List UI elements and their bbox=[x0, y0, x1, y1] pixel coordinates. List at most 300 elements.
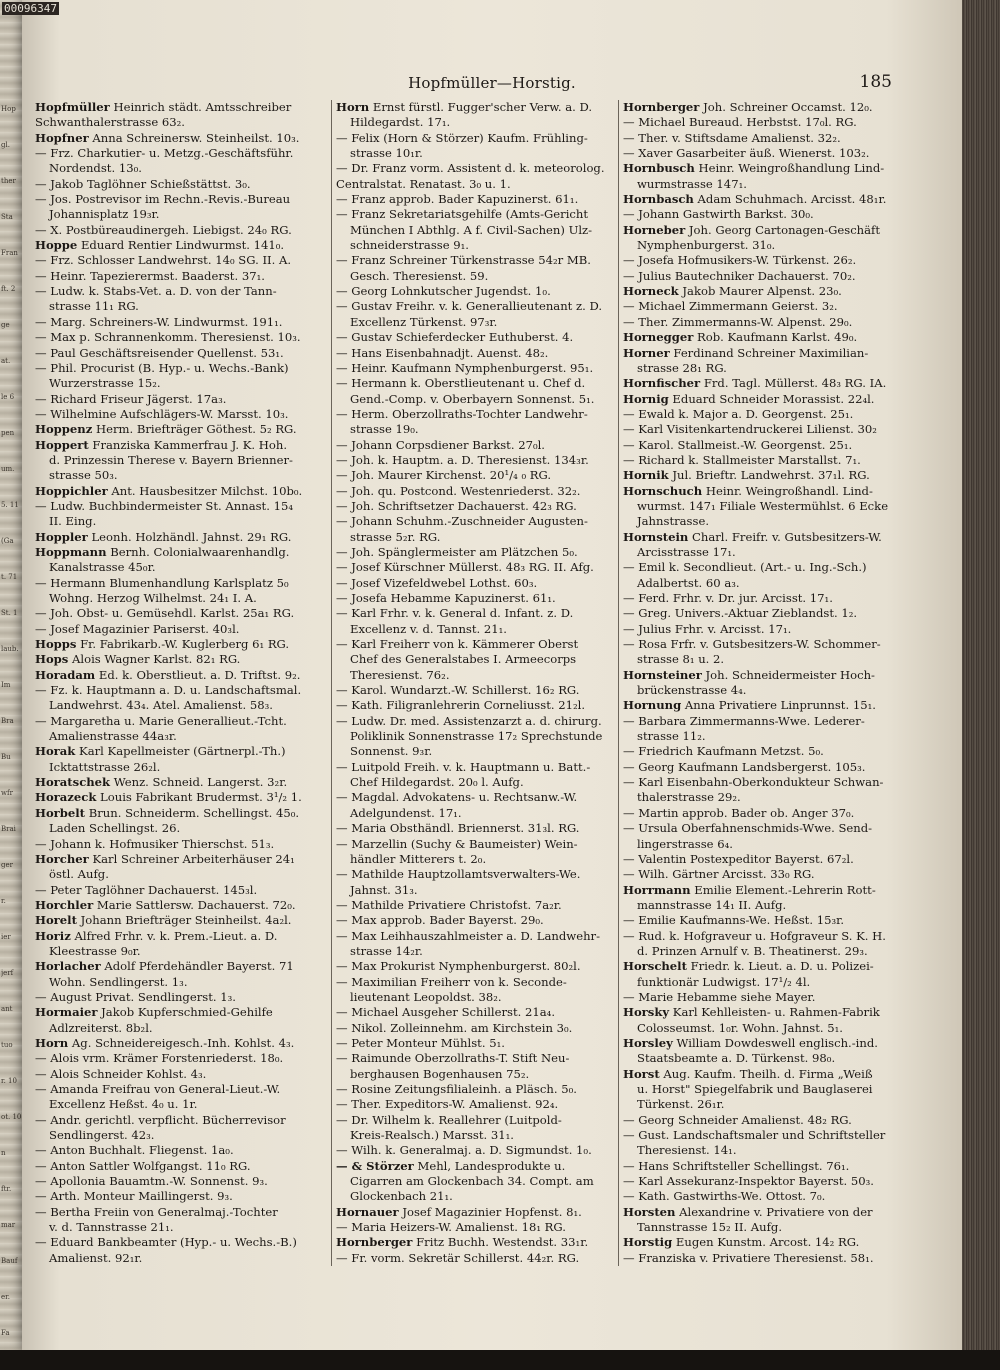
entry-text: Centralstat. Renatast. 3₀ u. 1. bbox=[336, 176, 511, 191]
entry-text: Joh. Schneidermeister Hoch- bbox=[701, 667, 875, 682]
entry-text: Ed. k. Oberstlieut. a. D. Triftst. 9₂. bbox=[95, 667, 301, 682]
entry-text: Icktattstrasse 26₂l. bbox=[49, 759, 161, 774]
directory-entry-line bbox=[35, 330, 323, 345]
entry-text: — Ludw. Buchbindermeister St. Annast. 15₄ bbox=[35, 498, 293, 513]
surname-headword: Horadam bbox=[35, 667, 96, 682]
directory-entry-line bbox=[35, 975, 323, 990]
directory-entry-line bbox=[35, 883, 323, 898]
directory-entry-line bbox=[336, 560, 628, 575]
adjacent-page-fragment: Hop bbox=[1, 105, 16, 113]
entry-text: — Xaver Gasarbeiter äuß. Wienerst. 103₂. bbox=[623, 146, 870, 161]
entry-text: Wenz. Schneid. Langerst. 3₂r. bbox=[110, 775, 288, 790]
entry-text: Joh. Schreiner Occamst. 12₀. bbox=[699, 100, 873, 114]
entry-text: berghausen Bogenhausen 75₂. bbox=[350, 1066, 530, 1081]
adjacent-page-fragment: mar bbox=[1, 1221, 16, 1229]
directory-entry-line bbox=[35, 1097, 323, 1112]
surname-headword: Hoppichler bbox=[35, 483, 108, 498]
directory-entry-line bbox=[623, 821, 911, 836]
directory-entry-headword-line bbox=[623, 346, 911, 361]
directory-entry-line bbox=[336, 652, 628, 667]
entry-text: Anna Privatiere Linprunnst. 15₁. bbox=[681, 698, 876, 713]
directory-entry-line bbox=[336, 392, 628, 407]
entry-text: — Paul Geschäftsreisender Quellenst. 53₁. bbox=[35, 345, 284, 360]
directory-entry-headword-line bbox=[35, 929, 323, 944]
adjacent-page-fragment: er. bbox=[1, 1293, 10, 1301]
directory-entry-line bbox=[336, 775, 628, 790]
entry-text: lingerstrasse 6₄. bbox=[637, 836, 733, 851]
adjacent-page-fragment: St. 1 bbox=[1, 609, 18, 617]
directory-entry-line bbox=[336, 1251, 628, 1266]
adjacent-page-fragment: ger bbox=[1, 861, 13, 869]
running-head: Hopfmüller—Horstig. bbox=[408, 74, 576, 92]
directory-entry-line bbox=[623, 1051, 911, 1066]
directory-entry-headword-line bbox=[35, 238, 323, 253]
directory-entry-line bbox=[35, 760, 323, 775]
directory-entry-line bbox=[623, 913, 911, 928]
entry-text: — Amanda Freifrau von General-Lieut.-W. bbox=[35, 1082, 281, 1096]
entry-text: — Arth. Monteur Maillingerst. 9₃. bbox=[35, 1189, 233, 1204]
directory-entry-headword-line bbox=[35, 744, 323, 759]
entry-text: Johann Briefträger Steinheilst. 4a₂l. bbox=[76, 913, 292, 928]
entry-text: Frd. Tagl. Müllerst. 48₃ RG. IA. bbox=[700, 376, 887, 391]
directory-entry-line bbox=[336, 131, 628, 146]
directory-entry-line bbox=[623, 146, 911, 161]
entry-text: — Nikol. Zolleinnehm. am Kirchstein 3₀. bbox=[336, 1020, 573, 1035]
surname-headword: Hornauer bbox=[336, 1204, 399, 1219]
entry-text: — Karol. Wundarzt.-W. Schillerst. 16₂ RG. bbox=[336, 683, 580, 698]
entry-text: — Franziska v. Privatiere Theresienst. 58₁. bbox=[623, 1250, 874, 1265]
directory-entry-line bbox=[623, 1143, 911, 1158]
directory-entry-line bbox=[336, 1082, 628, 1097]
entry-text: — Julius Frhr. v. Arcisst. 17₁. bbox=[623, 621, 792, 636]
entry-text: Franziska Kammerfrau J. K. Hoh. bbox=[88, 437, 288, 452]
directory-entry-line bbox=[336, 177, 628, 192]
directory-entry-line bbox=[35, 146, 323, 161]
directory-entry-line bbox=[35, 177, 323, 192]
entry-text: Bernh. Colonialwaarenhandlg. bbox=[106, 544, 290, 559]
directory-entry-line bbox=[35, 729, 323, 744]
entry-text: — August Privat. Sendlingerst. 1₃. bbox=[35, 989, 236, 1004]
surname-headword: Hoppe bbox=[35, 238, 78, 253]
directory-entry-line bbox=[336, 698, 628, 713]
entry-text: Gend.-Comp. v. Oberbayern Sonnenst. 5₁. bbox=[350, 391, 595, 406]
entry-text: d. Prinzen Arnulf v. B. Theatinerst. 29₃. bbox=[637, 943, 868, 958]
surname-headword: Horelt bbox=[35, 913, 77, 928]
directory-entry-line bbox=[623, 790, 911, 805]
entry-text: Jahnst. 31₃. bbox=[350, 882, 418, 897]
directory-entry-line bbox=[336, 944, 628, 959]
directory-entry-line bbox=[35, 376, 323, 391]
entry-text: — Marie Hebamme siehe Mayer. bbox=[623, 989, 816, 1004]
entry-text: — Martin approb. Bader ob. Anger 37₀. bbox=[623, 805, 855, 820]
entry-text: — Anton Buchhalt. Fliegenst. 1a₀. bbox=[35, 1143, 234, 1158]
directory-entry-line bbox=[623, 591, 911, 606]
column-1 bbox=[35, 100, 323, 1266]
directory-entry-line bbox=[336, 269, 628, 284]
directory-entry-line bbox=[336, 161, 628, 176]
adjacent-page-fragment: at. bbox=[1, 357, 11, 365]
surname-headword: Horsten bbox=[623, 1204, 676, 1219]
entry-text: — Frz. Charkutier- u. Metzg.-Geschäftsführ. bbox=[35, 146, 294, 161]
entry-text: — Ewald k. Major a. D. Georgenst. 25₁. bbox=[623, 406, 854, 421]
entry-text: Eugen Kunstm. Arcost. 14₂ RG. bbox=[672, 1235, 860, 1250]
entry-text: — Dr. Wilhelm k. Reallehrer (Luitpold- bbox=[336, 1112, 562, 1127]
directory-entry-line bbox=[623, 499, 911, 514]
directory-entry-line bbox=[35, 714, 323, 729]
entry-text: — Ludw. k. Stabs-Vet. a. D. von der Tann- bbox=[35, 284, 277, 299]
entry-text: II. Eing. bbox=[49, 514, 97, 529]
directory-entry-line bbox=[336, 883, 628, 898]
entry-text: — Greg. Univers.-Aktuar Zieblandst. 1₂. bbox=[623, 606, 858, 621]
directory-entry-line bbox=[35, 1251, 323, 1266]
entry-text: Kanalstrasse 45₀r. bbox=[49, 560, 156, 575]
directory-entry-line bbox=[623, 177, 911, 192]
surname-headword: Horlacher bbox=[35, 959, 101, 974]
directory-entry-line bbox=[35, 867, 323, 882]
directory-entry-headword-line bbox=[623, 484, 911, 499]
directory-entry-line bbox=[623, 576, 911, 591]
surname-headword: Hoppmann bbox=[35, 544, 107, 559]
entry-text: funktionär Ludwigst. 17¹/₂ 4l. bbox=[637, 974, 811, 989]
entry-text: Theresienst. 76₂. bbox=[350, 667, 450, 682]
entry-text: Chef Hildegardst. 20₀ l. Aufg. bbox=[350, 775, 524, 790]
directory-entry-line bbox=[623, 683, 911, 698]
directory-entry-line bbox=[336, 1189, 628, 1204]
directory-entry-headword-line bbox=[35, 652, 323, 667]
entry-text: strasse 50₃. bbox=[49, 468, 118, 483]
entry-text: Colosseumst. 1₀r. Wohn. Jahnst. 5₁. bbox=[637, 1020, 843, 1035]
surname-headword: Horak bbox=[35, 744, 76, 759]
entry-text: Wurzerstrasse 15₂. bbox=[49, 376, 161, 391]
directory-entry-headword-line bbox=[623, 223, 911, 238]
entry-text: — Max approb. Bader Bayerst. 29₀. bbox=[336, 913, 544, 928]
directory-entry-line bbox=[623, 1159, 911, 1174]
adjacent-page-fragment: ant bbox=[1, 1005, 13, 1013]
entry-text: — Wilhelmine Aufschlägers-W. Marsst. 10₃. bbox=[35, 406, 289, 421]
directory-entry-line bbox=[336, 606, 628, 621]
entry-text: — Hermann k. Oberstlieutenant u. Chef d. bbox=[336, 376, 586, 391]
entry-text: — Max Leihhauszahlmeister a. D. Landwehr- bbox=[336, 928, 601, 943]
directory-entry-line bbox=[336, 238, 628, 253]
directory-entry-line bbox=[336, 1143, 628, 1158]
entry-text: thalerstrasse 29₂. bbox=[637, 790, 741, 805]
entry-text: Wohn. Sendlingerst. 1₃. bbox=[49, 974, 188, 989]
entry-text: — Wilh. k. Generalmaj. a. D. Sigmundst. 1₀. bbox=[336, 1143, 592, 1158]
entry-text: Kleestrasse 9₀r. bbox=[49, 943, 141, 958]
entry-text: — Fz. k. Hauptmann a. D. u. Landschaftsmal. bbox=[35, 683, 302, 698]
entry-text: Anna Schreinersw. Steinheilst. 10₃. bbox=[88, 130, 300, 145]
directory-entry-line bbox=[35, 115, 323, 130]
entry-text: strasse 5₂r. RG. bbox=[350, 529, 441, 544]
directory-entry-line bbox=[35, 192, 323, 207]
directory-entry-line bbox=[35, 407, 323, 422]
directory-entry-line bbox=[623, 1189, 911, 1204]
directory-entry-line bbox=[623, 806, 911, 821]
directory-entry-line bbox=[623, 852, 911, 867]
directory-entry-line bbox=[623, 652, 911, 667]
entry-text: Amalienst. 92₁r. bbox=[49, 1250, 143, 1265]
entry-text: — Johann Corpsdiener Barkst. 27₀l. bbox=[336, 437, 545, 452]
entry-text: Adlzreiterst. 8b₂l. bbox=[49, 1020, 153, 1035]
entry-text: — Johann k. Hofmusiker Thierschst. 51₃. bbox=[35, 836, 275, 851]
entry-text: Mehl, Landesprodukte u. bbox=[413, 1158, 566, 1173]
directory-entry-line bbox=[623, 1174, 911, 1189]
entry-text: — Bertha Freiin von Generalmaj.-Tochter bbox=[35, 1204, 278, 1219]
directory-entry-line bbox=[336, 484, 628, 499]
directory-entry-line bbox=[35, 622, 323, 637]
entry-text: Hildegardst. 17₁. bbox=[350, 115, 451, 130]
directory-entry-line bbox=[336, 898, 628, 913]
entry-text: d. Prinzessin Therese v. Bayern Brienner- bbox=[49, 452, 293, 467]
entry-text: — Johann Gastwirth Barkst. 30₀. bbox=[623, 207, 814, 222]
surname-headword: Hornung bbox=[623, 698, 682, 713]
entry-text: strasse 19₀. bbox=[350, 422, 419, 437]
entry-text: — Hans Eisenbahnadjt. Auenst. 48₂. bbox=[336, 345, 549, 360]
directory-entry-line bbox=[336, 821, 628, 836]
entry-text: wurmst. 147₁ Filiale Westermühlst. 6 Ecke bbox=[637, 498, 889, 513]
adjacent-page-fragment: wfr bbox=[1, 789, 13, 797]
entry-text: Charl. Freifr. v. Gutsbesitzers-W. bbox=[688, 529, 882, 544]
surname-headword: Hornstein bbox=[623, 529, 689, 544]
directory-entry-line bbox=[35, 591, 323, 606]
surname-headword: Hornbusch bbox=[623, 161, 695, 176]
surname-headword: Horstig bbox=[623, 1235, 673, 1250]
adjacent-page-fragment: Sta bbox=[1, 213, 13, 221]
scan-bottom-edge bbox=[0, 1350, 1000, 1370]
entry-text: Arcisstrasse 17₁. bbox=[637, 544, 736, 559]
directory-entry-headword-line bbox=[35, 668, 323, 683]
adjacent-page-fragment: ge bbox=[1, 321, 10, 329]
directory-entry-line bbox=[35, 1205, 323, 1220]
entry-text: strasse 11₁ RG. bbox=[49, 299, 139, 314]
entry-text: — Gust. Landschaftsmaler und Schriftsteller bbox=[623, 1128, 886, 1143]
entry-text: Sonnenst. 9₃r. bbox=[350, 744, 433, 759]
entry-text: Alexandrine v. Privatiere von der bbox=[675, 1204, 873, 1219]
entry-text: — Rosine Zeitungsfilialeinh. a Pläsch. 5₀. bbox=[336, 1082, 577, 1096]
directory-entry-line bbox=[35, 821, 323, 836]
entry-text: — Ferd. Frhr. v. Dr. jur. Arcisst. 17₁. bbox=[623, 591, 833, 605]
entry-text: — X. Postbüreaudinergeh. Liebigst. 24₀ RG. bbox=[35, 222, 292, 237]
entry-text: Sendlingerst. 42₃. bbox=[49, 1128, 155, 1143]
directory-entry-line bbox=[623, 775, 911, 790]
directory-entry-line bbox=[336, 453, 628, 468]
surname-headword: Horrmann bbox=[623, 882, 691, 897]
directory-entry-headword-line bbox=[35, 530, 323, 545]
entry-text: — Karl Eisenbahn-Oberkondukteur Schwan- bbox=[623, 775, 884, 790]
directory-entry-line bbox=[35, 1143, 323, 1158]
directory-entry-line bbox=[336, 929, 628, 944]
directory-entry-line bbox=[623, 361, 911, 376]
entry-text: Excellenz Heßst. 4₀ u. 1r. bbox=[49, 1097, 198, 1112]
directory-entry-headword-line bbox=[35, 438, 323, 453]
adjacent-page-fragment: ft. 2 bbox=[1, 285, 16, 293]
adjacent-page-fragment: 5. 11 bbox=[1, 501, 19, 509]
directory-entry-line bbox=[623, 407, 911, 422]
directory-entry-line bbox=[35, 606, 323, 621]
entry-text: östl. Aufg. bbox=[49, 867, 109, 882]
entry-text: Heinr. Weingroßhandlung Lind- bbox=[694, 161, 885, 176]
entry-text: — Franz Sekretariatsgehilfe (Amts-Gericht bbox=[336, 207, 589, 222]
directory-entry-line bbox=[336, 852, 628, 867]
entry-text: — Fr. vorm. Sekretär Schillerst. 44₂r. RG. bbox=[336, 1250, 580, 1265]
page-header bbox=[22, 74, 962, 96]
directory-entry-line bbox=[336, 1036, 628, 1051]
directory-entry-headword-line bbox=[35, 545, 323, 560]
entry-text: — Julius Bautechniker Dachauerst. 70₂. bbox=[623, 268, 856, 283]
directory-entry-line bbox=[336, 376, 628, 391]
directory-entry-line bbox=[623, 1082, 911, 1097]
directory-entry-headword-line bbox=[623, 161, 911, 176]
entry-text: Rob. Kaufmann Karlst. 49₀. bbox=[693, 330, 858, 345]
entry-text: — Hermann Blumenhandlung Karlsplatz 5₀ bbox=[35, 575, 289, 590]
entry-text: Karl Kapellmeister (Gärtnerpl.-Th.) bbox=[75, 744, 286, 759]
entry-text: — Apollonia Bauamtm.-W. Sonnenst. 9₃. bbox=[35, 1174, 268, 1189]
directory-entry-line bbox=[623, 867, 911, 882]
entry-text: — Josefa Hebamme Kapuzinerst. 61₁. bbox=[336, 591, 556, 605]
directory-entry-line bbox=[336, 591, 628, 606]
directory-entry-line bbox=[623, 990, 911, 1005]
surname-headword: Hornberger bbox=[336, 1235, 413, 1250]
directory-entry-headword-line bbox=[623, 100, 911, 115]
entry-text: Johannisplatz 19₃r. bbox=[49, 207, 160, 222]
directory-entry-line bbox=[623, 898, 911, 913]
directory-entry-line bbox=[336, 499, 628, 514]
entry-text: — Marzellin (Suchy & Baumeister) Wein- bbox=[336, 836, 578, 851]
entry-text: Nymphenburgerst. 31₀. bbox=[637, 238, 776, 253]
entry-text: — Ludw. Dr. med. Assistenzarzt a. d. chirurg. bbox=[336, 713, 602, 728]
adjacent-page-fragment: r. 10 bbox=[1, 1077, 17, 1085]
entry-text: Cigarren am Glockenbach 34. Compt. am bbox=[350, 1174, 594, 1189]
entry-text: — Gustav Freihr. v. k. Generallieutenant z. D. bbox=[336, 299, 603, 314]
adjacent-page-fragment: Im bbox=[1, 681, 11, 689]
directory-entry-headword-line bbox=[623, 883, 911, 898]
entry-text: München I Abthlg. A f. Civil-Sachen) Ulz- bbox=[350, 222, 593, 237]
directory-entry-line bbox=[336, 668, 628, 683]
adjacent-page-fragment: tuo bbox=[1, 1041, 13, 1049]
directory-entry-line bbox=[336, 1097, 628, 1112]
directory-entry-line bbox=[35, 361, 323, 376]
entry-text: Schwanthalerstrasse 63₂. bbox=[35, 115, 185, 130]
surname-headword: Horcher bbox=[35, 851, 89, 866]
directory-entry-line bbox=[35, 683, 323, 698]
entry-text: — Ther. Expeditors-W. Amalienst. 92₄. bbox=[336, 1097, 559, 1112]
directory-entry-line bbox=[623, 714, 911, 729]
entry-text: Louis Fabrikant Brudermst. 3¹/₂ 1. bbox=[96, 790, 302, 805]
entry-text: Kreis-Realsch.) Marsst. 31₁. bbox=[350, 1128, 514, 1143]
entry-text: — Maria Heizers-W. Amalienst. 18₁ RG. bbox=[336, 1220, 566, 1235]
directory-entry-line bbox=[35, 161, 323, 176]
adjacent-page-fragment: (Ga bbox=[1, 537, 14, 545]
adjacent-page-fragment: le 6 bbox=[1, 393, 15, 401]
entry-text: lieutenant Leopoldst. 38₂. bbox=[350, 989, 502, 1004]
entry-text: Ag. Schneidereigesch.-Inh. Kohlst. 4₃. bbox=[68, 1035, 295, 1050]
entry-text: — Jakob Taglöhner Schießstättst. 3₀. bbox=[35, 176, 251, 191]
adjacent-page-fragment: ier bbox=[1, 933, 11, 941]
entry-text: — Georg Kaufmann Landsbergerst. 105₃. bbox=[623, 759, 866, 774]
entry-text: — Georg Schneider Amalienst. 48₂ RG. bbox=[623, 1112, 852, 1127]
entry-text: — Joh. Schriftsetzer Dachauerst. 42₃ RG. bbox=[336, 498, 577, 513]
entry-text: Marie Sattlersw. Dachauerst. 72₀. bbox=[93, 897, 296, 912]
entry-text: u. Horst" Spiegelfabrik und Bauglaserei bbox=[637, 1082, 873, 1096]
directory-entry-headword-line bbox=[623, 392, 911, 407]
entry-text: brückenstrasse 4₄. bbox=[637, 683, 747, 698]
directory-entry-line bbox=[35, 1174, 323, 1189]
entry-text: Friedr. k. Lieut. a. D. u. Polizei- bbox=[686, 959, 874, 974]
entry-text: Amalienstrasse 44a₃r. bbox=[49, 729, 177, 744]
directory-entry-line bbox=[35, 299, 323, 314]
directory-entry-line bbox=[336, 1220, 628, 1235]
entry-text: Gesch. Theresienst. 59. bbox=[350, 268, 489, 283]
directory-entry-headword-line bbox=[35, 913, 323, 928]
directory-entry-line bbox=[623, 545, 911, 560]
directory-entry-line bbox=[336, 146, 628, 161]
adjacent-page-fragment: pen bbox=[1, 429, 15, 437]
entry-text: Theresienst. 14₁. bbox=[637, 1143, 737, 1158]
directory-entry-line bbox=[336, 407, 628, 422]
entry-text: — Karl Frhr. v. k. General d. Infant. z. D. bbox=[336, 606, 574, 621]
entry-text: Excellenz v. d. Tannst. 21₁. bbox=[350, 621, 507, 636]
entry-text: — Raimunde Oberzollraths-T. Stift Neu- bbox=[336, 1051, 570, 1066]
entry-text: — Michael Ausgeher Schillerst. 21a₄. bbox=[336, 1005, 556, 1020]
surname-headword: Horatschek bbox=[35, 775, 111, 790]
directory-entry-line bbox=[623, 929, 911, 944]
entry-text: Karl Kehlleisten- u. Rahmen-Fabrik bbox=[669, 1005, 880, 1020]
entry-text: Emilie Element.-Lehrerin Rott- bbox=[690, 882, 876, 897]
directory-entry-line bbox=[623, 975, 911, 990]
entry-text: — Josefa Hofmusikers-W. Türkenst. 26₂. bbox=[623, 253, 857, 268]
surname-headword: Hormaier bbox=[35, 1005, 98, 1020]
entry-text: — Herm. Oberzollraths-Tochter Landwehr- bbox=[336, 406, 588, 421]
surname-headword: Horsky bbox=[623, 1005, 670, 1020]
directory-entry-line bbox=[336, 315, 628, 330]
directory-entry-line bbox=[35, 1067, 323, 1082]
entry-text: — Valentin Postexpeditor Bayerst. 67₂l. bbox=[623, 851, 854, 866]
entry-text: — Josef Magazinier Pariserst. 40₃l. bbox=[35, 621, 240, 636]
entry-text: — Franz Schreiner Türkenstrasse 54₂r MB. bbox=[336, 253, 591, 268]
directory-entry-headword-line bbox=[35, 131, 323, 146]
directory-entry-line bbox=[336, 1174, 628, 1189]
entry-text: — Karl Assekuranz-Inspektor Bayerst. 50₃. bbox=[623, 1174, 874, 1189]
entry-text: Poliklinik Sonnenstrasse 17₂ Sprechstunde bbox=[350, 729, 603, 744]
entry-text: Jakob Kupferschmied-Gehilfe bbox=[97, 1005, 273, 1020]
surname-headword: Hops bbox=[35, 652, 69, 667]
directory-entry-line bbox=[336, 530, 628, 545]
directory-entry-line bbox=[336, 438, 628, 453]
entry-text: — Emil k. Secondlieut. (Art.- u. Ing.-Sch.) bbox=[623, 560, 867, 575]
directory-entry-line bbox=[623, 1128, 911, 1143]
page-number: 185 bbox=[859, 72, 892, 92]
surname-headword: Hornegger bbox=[623, 330, 694, 345]
entry-text: — Dr. Franz vorm. Assistent d. k. meteorolog. bbox=[336, 161, 605, 176]
directory-entry-line bbox=[336, 1067, 628, 1082]
directory-entry-line bbox=[35, 346, 323, 361]
directory-entry-headword-line bbox=[623, 1005, 911, 1020]
directory-entry-line bbox=[623, 115, 911, 130]
entry-text: wurmstrasse 147₁. bbox=[637, 176, 747, 191]
directory-entry-line bbox=[336, 1113, 628, 1128]
directory-entry-headword-line bbox=[35, 959, 323, 974]
entry-text: — Peter Taglöhner Dachauerst. 145₃l. bbox=[35, 882, 258, 897]
entry-text: — Ursula Oberfahnenschmids-Wwe. Send- bbox=[623, 821, 873, 836]
entry-text: — Ther. v. Stiftsdame Amalienst. 32₂. bbox=[623, 130, 841, 145]
surname-headword: Horst bbox=[623, 1066, 660, 1081]
directory-entry-headword-line bbox=[623, 668, 911, 683]
adjacent-page-fragment: t. 71 bbox=[1, 573, 18, 581]
entry-text: — Heinr. Tapezierermst. Baaderst. 37₁. bbox=[35, 268, 265, 283]
directory-entry-headword-line bbox=[35, 637, 323, 652]
directory-entry-line bbox=[623, 315, 911, 330]
surname-headword: Hornbasch bbox=[623, 192, 694, 207]
